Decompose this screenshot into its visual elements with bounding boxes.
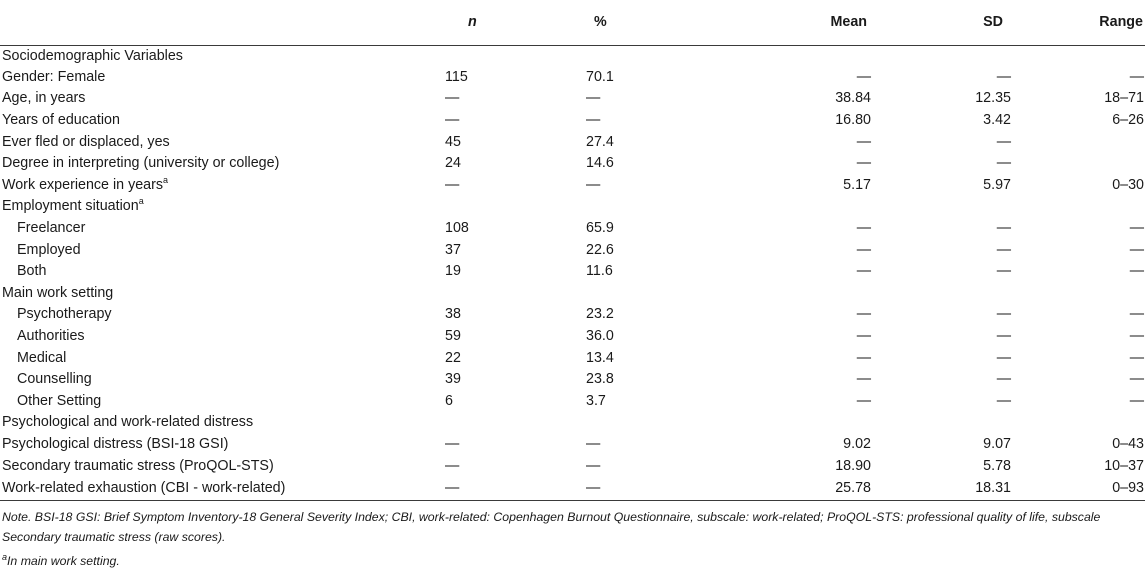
cell-sd — [871, 110, 1011, 132]
cell-range-text: 0–30 — [1112, 176, 1144, 193]
row-label — [0, 196, 336, 218]
cell-n-text: — — [445, 479, 460, 496]
cell-sd-text: — — [996, 371, 1011, 388]
cell-percent — [586, 455, 686, 477]
table-row — [0, 455, 1145, 477]
cell-percent — [586, 326, 686, 348]
row-label-text: Counselling — [17, 371, 92, 388]
row-label — [0, 304, 336, 326]
cell-percent — [586, 347, 686, 369]
cell-n-text: 19 — [445, 263, 461, 280]
row-label — [0, 477, 336, 501]
cell-sd — [871, 261, 1011, 283]
cell-mean — [686, 175, 871, 197]
cell-range — [1011, 88, 1145, 110]
table-row — [0, 391, 1145, 413]
cell-range — [1011, 434, 1145, 456]
cell-mean — [686, 283, 871, 305]
table-row — [0, 304, 1145, 326]
row-label-text: Psychological distress (BSI-18 GSI) — [2, 435, 229, 452]
cell-mean — [686, 261, 871, 283]
row-label-text: Both — [17, 263, 47, 280]
cell-range — [1011, 196, 1145, 218]
cell-sd — [871, 391, 1011, 413]
cell-mean — [686, 131, 871, 153]
cell-range — [1011, 477, 1145, 501]
cell-sd-text: — — [996, 133, 1011, 150]
header-row — [0, 0, 1145, 45]
cell-mean — [686, 218, 871, 240]
cell-n — [336, 477, 586, 501]
row-label — [0, 261, 336, 283]
cell-n — [336, 110, 586, 132]
cell-n — [336, 326, 586, 348]
cell-percent — [586, 369, 686, 391]
cell-range — [1011, 153, 1145, 175]
table-row — [0, 67, 1145, 89]
cell-n-text: 24 — [445, 155, 461, 172]
cell-n — [336, 455, 586, 477]
table-row — [0, 283, 1145, 305]
cell-sd — [871, 131, 1011, 153]
cell-mean — [686, 67, 871, 89]
row-label-text: Other Setting — [17, 392, 102, 409]
cell-n — [336, 131, 586, 153]
cell-n-text: — — [445, 435, 460, 452]
cell-mean-text: — — [856, 133, 871, 150]
table-row — [0, 412, 1145, 434]
cell-mean-text: — — [856, 328, 871, 345]
cell-percent-text: 14.6 — [586, 155, 614, 172]
row-label-text: Freelancer — [17, 220, 86, 237]
header-mean: Mean — [686, 0, 871, 45]
table-row — [0, 153, 1145, 175]
cell-percent — [586, 88, 686, 110]
table-row — [0, 218, 1145, 240]
cell-mean-text: 16.80 — [835, 112, 871, 129]
cell-percent-text: 3.7 — [586, 392, 606, 409]
cell-sd — [871, 45, 1011, 67]
row-label — [0, 131, 336, 153]
cell-percent-text: 27.4 — [586, 133, 614, 150]
cell-range — [1011, 261, 1145, 283]
cell-range-text: 0–43 — [1112, 435, 1144, 452]
cell-range — [1011, 175, 1145, 197]
row-label-text: Authorities — [17, 328, 85, 345]
cell-percent — [586, 110, 686, 132]
row-label — [0, 110, 336, 132]
cell-n — [336, 391, 586, 413]
row-label-text: Work experience in years — [2, 176, 164, 193]
row-label-text: Years of education — [2, 112, 120, 129]
cell-mean-text: — — [856, 241, 871, 258]
cell-sd — [871, 326, 1011, 348]
cell-sd-text: — — [996, 306, 1011, 323]
row-label-text: Psychotherapy — [17, 306, 112, 323]
row-label — [0, 369, 336, 391]
cell-range-text: — — [1129, 263, 1144, 280]
row-label-text: Employment situation — [2, 198, 139, 215]
cell-n-text: — — [445, 457, 460, 474]
table-row — [0, 326, 1145, 348]
cell-percent-text: — — [586, 457, 601, 474]
cell-sd — [871, 88, 1011, 110]
cell-sd-text: 12.35 — [975, 90, 1011, 107]
cell-range — [1011, 304, 1145, 326]
cell-n-text: 59 — [445, 328, 461, 345]
cell-mean — [686, 196, 871, 218]
cell-n-text: 45 — [445, 133, 461, 150]
row-label-text: Psychological and work-related distress — [2, 414, 254, 431]
cell-range-text: — — [1129, 241, 1144, 258]
cell-n-text: 37 — [445, 241, 461, 258]
cell-range — [1011, 131, 1145, 153]
cell-n — [336, 347, 586, 369]
cell-sd-text: — — [996, 328, 1011, 345]
cell-percent — [586, 391, 686, 413]
cell-range — [1011, 369, 1145, 391]
cell-mean — [686, 477, 871, 501]
cell-percent-text: — — [586, 176, 601, 193]
cell-percent — [586, 218, 686, 240]
table-row — [0, 45, 1145, 67]
table-row — [0, 477, 1145, 501]
table-footnote — [2, 551, 1132, 571]
cell-percent-text: 23.2 — [586, 306, 614, 323]
cell-n — [336, 196, 586, 218]
cell-percent-text: 13.4 — [586, 349, 614, 366]
cell-sd — [871, 347, 1011, 369]
cell-percent — [586, 153, 686, 175]
cell-range-text: — — [1129, 392, 1144, 409]
cell-sd — [871, 455, 1011, 477]
cell-sd — [871, 283, 1011, 305]
cell-percent — [586, 283, 686, 305]
cell-percent-text: — — [586, 90, 601, 107]
row-label-text: Sociodemographic Variables — [2, 47, 183, 64]
row-label-text: Main work setting — [2, 284, 114, 301]
cell-sd — [871, 67, 1011, 89]
cell-sd-text: — — [996, 155, 1011, 172]
cell-mean-text: 9.02 — [843, 435, 871, 452]
cell-n — [336, 261, 586, 283]
cell-range-text: — — [1129, 328, 1144, 345]
cell-percent — [586, 45, 686, 67]
table-row — [0, 347, 1145, 369]
cell-mean-text: — — [856, 220, 871, 237]
table-row — [0, 261, 1145, 283]
cell-range — [1011, 412, 1145, 434]
cell-range — [1011, 347, 1145, 369]
row-label — [0, 153, 336, 175]
cell-mean — [686, 239, 871, 261]
cell-percent — [586, 304, 686, 326]
cell-percent-text: 36.0 — [586, 328, 614, 345]
cell-mean-text: — — [856, 371, 871, 388]
cell-mean — [686, 347, 871, 369]
cell-sd-text: 3.42 — [983, 112, 1011, 129]
cell-percent-text: — — [586, 479, 601, 496]
row-label-text: Secondary traumatic stress (ProQOL-STS) — [2, 457, 274, 474]
cell-mean-text: 5.17 — [843, 176, 871, 193]
cell-range — [1011, 239, 1145, 261]
cell-n — [336, 45, 586, 67]
cell-sd-text: — — [996, 392, 1011, 409]
cell-n — [336, 218, 586, 240]
footnote-marker: a — [163, 175, 169, 186]
cell-n-text: — — [445, 112, 460, 129]
cell-percent-text: 65.9 — [586, 220, 614, 237]
header-range: Range — [1011, 0, 1145, 45]
cell-mean-text: 18.90 — [835, 457, 871, 474]
cell-percent-text: 70.1 — [586, 68, 614, 85]
cell-range-text: 0–93 — [1112, 479, 1144, 496]
row-label-text: Gender: Female — [2, 68, 106, 85]
row-label-text: Medical — [17, 349, 67, 366]
cell-percent — [586, 175, 686, 197]
cell-percent — [586, 196, 686, 218]
cell-percent — [586, 131, 686, 153]
table-row — [0, 196, 1145, 218]
row-label-text: Employed — [17, 241, 81, 258]
table-row — [0, 88, 1145, 110]
header-n: n — [336, 0, 586, 45]
cell-n-text: 6 — [445, 392, 453, 409]
header-label — [0, 0, 336, 45]
cell-sd-text: 9.07 — [983, 435, 1011, 452]
cell-n — [336, 412, 586, 434]
cell-n — [336, 304, 586, 326]
cell-range — [1011, 326, 1145, 348]
cell-sd — [871, 196, 1011, 218]
table-notes — [0, 507, 1132, 571]
cell-range — [1011, 45, 1145, 67]
table-row — [0, 175, 1145, 197]
footnote-marker: a — [138, 196, 144, 207]
cell-sd — [871, 477, 1011, 501]
footnote-marker: a — [2, 551, 8, 562]
cell-range-text: 18–71 — [1104, 90, 1144, 107]
cell-sd — [871, 412, 1011, 434]
cell-n-text: — — [445, 176, 460, 193]
cell-percent — [586, 412, 686, 434]
cell-percent — [586, 261, 686, 283]
row-label-text: Ever fled or displaced, yes — [2, 133, 170, 150]
cell-sd — [871, 304, 1011, 326]
row-label — [0, 434, 336, 456]
cell-n — [336, 369, 586, 391]
cell-n — [336, 434, 586, 456]
cell-mean-text: — — [856, 263, 871, 280]
cell-range — [1011, 110, 1145, 132]
row-label — [0, 412, 336, 434]
cell-mean — [686, 110, 871, 132]
table-body — [0, 45, 1145, 500]
cell-n-text: 108 — [445, 220, 469, 237]
row-label — [0, 283, 336, 305]
cell-sd-text: 18.31 — [975, 479, 1011, 496]
row-label — [0, 45, 336, 67]
cell-sd — [871, 175, 1011, 197]
row-label — [0, 88, 336, 110]
cell-n — [336, 239, 586, 261]
cell-mean — [686, 304, 871, 326]
table-header — [0, 0, 1145, 45]
cell-mean — [686, 153, 871, 175]
cell-range-text: — — [1129, 306, 1144, 323]
cell-range — [1011, 455, 1145, 477]
cell-sd-text: — — [996, 263, 1011, 280]
table-row — [0, 110, 1145, 132]
cell-n — [336, 283, 586, 305]
table-row — [0, 131, 1145, 153]
cell-sd-text: 5.78 — [983, 457, 1011, 474]
cell-percent-text: 11.6 — [586, 263, 613, 280]
cell-mean — [686, 455, 871, 477]
footnote-text: In main work setting. — [7, 553, 120, 568]
cell-n — [336, 67, 586, 89]
table-row — [0, 434, 1145, 456]
cell-sd-text: 5.97 — [983, 176, 1011, 193]
row-label — [0, 67, 336, 89]
cell-range — [1011, 391, 1145, 413]
cell-sd-text: — — [996, 241, 1011, 258]
cell-sd — [871, 218, 1011, 240]
cell-n — [336, 153, 586, 175]
cell-sd — [871, 369, 1011, 391]
table-note: Note. BSI-18 GSI: Brief Symptom Inventory-18 General Severity Index; CBI, work-related: Copenhagen Burnout Questionnaire, subscale: work-related; ProQOL-STS: professional quality of life, subscale Secondary traumatic stress (raw scores). — [2, 509, 1101, 544]
cell-range — [1011, 283, 1145, 305]
row-label — [0, 326, 336, 348]
row-label — [0, 455, 336, 477]
cell-n-text: — — [445, 90, 460, 107]
cell-mean — [686, 412, 871, 434]
row-label-text: Degree in interpreting (university or college) — [2, 155, 280, 172]
cell-sd-text: — — [996, 220, 1011, 237]
cell-percent-text: 22.6 — [586, 241, 614, 258]
cell-mean-text: — — [856, 392, 871, 409]
cell-mean — [686, 45, 871, 67]
cell-mean — [686, 88, 871, 110]
cell-mean — [686, 326, 871, 348]
cell-range-text: — — [1129, 68, 1144, 85]
cell-n-text: 39 — [445, 371, 461, 388]
cell-range-text: 6–26 — [1112, 112, 1144, 129]
cell-mean-text: 25.78 — [835, 479, 871, 496]
table-row — [0, 369, 1145, 391]
row-label — [0, 347, 336, 369]
cell-percent — [586, 477, 686, 501]
cell-range-text: — — [1129, 349, 1144, 366]
cell-percent — [586, 239, 686, 261]
cell-mean — [686, 434, 871, 456]
cell-n-text: 22 — [445, 349, 461, 366]
cell-range-text: 10–37 — [1104, 457, 1144, 474]
header-percent: % — [586, 0, 686, 45]
cell-n — [336, 88, 586, 110]
cell-sd — [871, 434, 1011, 456]
cell-sd-text: — — [996, 349, 1011, 366]
cell-percent — [586, 67, 686, 89]
cell-mean-text: — — [856, 349, 871, 366]
cell-range-text: — — [1129, 220, 1144, 237]
cell-sd — [871, 239, 1011, 261]
cell-percent — [586, 434, 686, 456]
cell-range-text: — — [1129, 371, 1144, 388]
row-label-text: Work-related exhaustion (CBI - work-related) — [2, 479, 286, 496]
cell-percent-text: — — [586, 112, 601, 129]
row-label — [0, 239, 336, 261]
cell-mean-text: — — [856, 155, 871, 172]
row-label — [0, 391, 336, 413]
row-label — [0, 218, 336, 240]
cell-percent-text: — — [586, 435, 601, 452]
cell-mean-text: 38.84 — [835, 90, 871, 107]
cell-mean-text: — — [856, 68, 871, 85]
cell-mean — [686, 391, 871, 413]
cell-percent-text: 23.8 — [586, 371, 614, 388]
cell-range — [1011, 218, 1145, 240]
cell-sd — [871, 153, 1011, 175]
row-label — [0, 175, 336, 197]
cell-sd-text: — — [996, 68, 1011, 85]
row-label-text: Age, in years — [2, 90, 86, 107]
header-sd: SD — [871, 0, 1011, 45]
cell-mean-text: — — [856, 306, 871, 323]
cell-n-text: 38 — [445, 306, 461, 323]
cell-range — [1011, 67, 1145, 89]
cell-n — [336, 175, 586, 197]
cell-mean — [686, 369, 871, 391]
table-row — [0, 239, 1145, 261]
cell-n-text: 115 — [445, 68, 468, 85]
